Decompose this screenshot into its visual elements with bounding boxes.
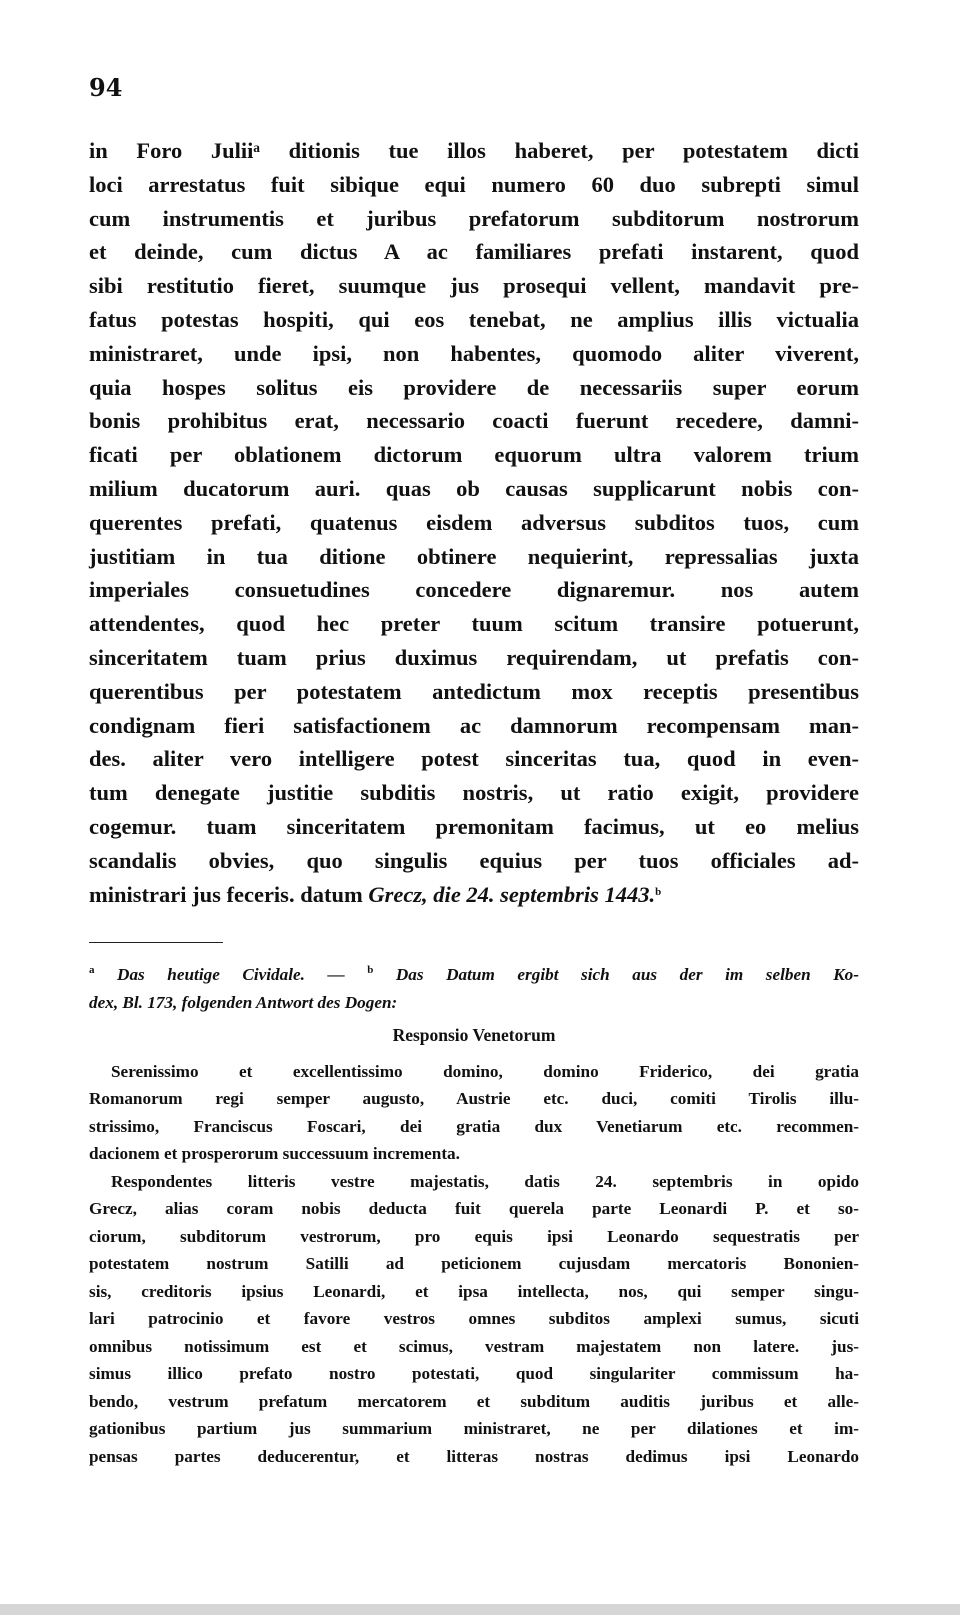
main-line: tum denegate justitie subditis nostris, ut ratio exigit, providere — [89, 780, 859, 806]
response-line: Romanorum regi semper augusto, Austrie etc. duci, comiti Tirolis illu- — [89, 1089, 859, 1108]
main-line: milium ducatorum auri. quas ob causas supplicarunt nobis con- — [89, 475, 859, 501]
response-line: Grecz, alias coram nobis deducta fuit querela parte Leonardi P. et so- — [89, 1199, 859, 1218]
main-line: bonis prohibitus erat, necessario coacti fuerunt recedere, damni- — [89, 408, 859, 434]
footnote-line: dex, Bl. 173, folgenden Antwort des Dogen: — [89, 992, 398, 1012]
main-line: ministraret, unde ipsi, non habentes, quomodo aliter viverent, — [89, 340, 859, 366]
page-bottom-edge — [0, 1604, 960, 1615]
main-line: sinceritatem tuam prius duximus requirendam, ut prefatis con- — [89, 644, 859, 670]
response-title: Responsio Venetorum — [392, 1025, 556, 1045]
response-line: potestatem nostrum Satilli ad peticionem cujusdam mercatoris Bononien- — [89, 1254, 859, 1273]
footnote-mark-b: b — [367, 964, 374, 976]
main-line: condignam fieri satisfactionem ac damnorum recompensam man- — [89, 712, 859, 738]
footnote-mark-b: b — [655, 885, 662, 898]
response-line: simus illico prefato nostro potestati, quod singulariter commissum ha- — [89, 1364, 859, 1383]
main-line: loci arrestatus fuit sibique equi numero 60 duo subrepti simul — [89, 171, 859, 197]
page-number: 94 — [89, 73, 123, 102]
response-line: Respondentes litteris vestre majestatis, datis 24. septembris in opido — [111, 1171, 859, 1191]
main-line: querentes prefati, quatenus eisdem adversus subditos tuos, cum — [89, 509, 859, 535]
main-line: scandalis obvies, quo singulis equius per tuos officiales ad- — [89, 847, 859, 873]
response-line: pensas partes deducerentur, et litteras nostras dedimus ipsi Leonardo — [89, 1446, 859, 1466]
main-line: justitiam in tua ditione obtinere nequierint, repressalias juxta — [89, 543, 859, 569]
footnote-mark-a: a — [89, 964, 95, 976]
main-last-text: ministrari jus feceris. datum — [89, 881, 369, 907]
footnote-text: Das Datum ergibt sich aus der im selben Ko- — [373, 965, 859, 984]
main-text — [89, 134, 859, 911]
main-line: sibi restitutio fieret, suumque jus prosequi vellent, mandavit pre- — [89, 273, 859, 299]
main-line: querentibus per potestatem antedictum mox receptis presentibus — [89, 678, 859, 704]
main-line: cogemur. tuam sinceritatem premonitam facimus, ut eo melius — [89, 813, 859, 839]
main-line: quia hospes solitus eis providere de necessariis super eorum — [89, 374, 859, 400]
footnote-line — [89, 961, 859, 989]
response-line: dacionem et prosperorum successuum incrementa. — [89, 1144, 460, 1163]
main-line: fatus potestas hospiti, qui eos tenebat, ne amplius illis victualia — [89, 306, 859, 332]
main-line: attendentes, quod hec preter tuum scitum transire potuerunt, — [89, 611, 859, 637]
main-line: in Foro Juliiᵃ ditionis tue illos haberet, per potestatem dicti — [89, 138, 859, 163]
main-line: cum instrumentis et juribus prefatorum subditorum nostrorum — [89, 205, 859, 231]
response-line: gationibus partium jus summarium ministraret, ne per dilationes et im- — [89, 1419, 859, 1438]
main-line-last — [89, 878, 859, 912]
response-line: lari patrocinio et favore vestros omnes subditos amplexi sumus, sicuti — [89, 1309, 859, 1328]
footnote-text: Das heutige Cividale. — — [94, 965, 368, 984]
response-line: strissimo, Franciscus Foscari, dei gratia dux Venetiarum etc. recommen- — [89, 1116, 859, 1136]
response-line: sis, creditoris ipsius Leonardi, et ipsa intellecta, nos, qui semper singu- — [89, 1281, 859, 1301]
footnote-rule — [89, 942, 223, 943]
main-line: des. aliter vero intelligere potest sinceritas tua, quod in even- — [89, 746, 859, 772]
response-line: bendo, vestrum prefatum mercatorem et subditum auditis juribus et alle- — [89, 1391, 859, 1411]
main-line: et deinde, cum dictus A ac familiares prefati instarent, quod — [89, 239, 859, 265]
response-line: omnibus notissimum est et scimus, vestram majestatem non latere. jus- — [89, 1336, 859, 1356]
main-line: ficati per oblationem dictorum equorum ultra valorem trium — [89, 442, 859, 468]
response-line: Serenissimo et excellentissimo domino, domino Friderico, dei gratia — [111, 1061, 859, 1081]
main-line: imperiales consuetudines concedere dignaremur. nos autem — [89, 577, 859, 603]
response-line: ciorum, subditorum vestrorum, pro equis ipsi Leonardo sequestratis per — [89, 1226, 859, 1246]
footnotes — [89, 961, 859, 1470]
date-italic: Grecz, die 24. septembris 1443. — [368, 881, 656, 907]
